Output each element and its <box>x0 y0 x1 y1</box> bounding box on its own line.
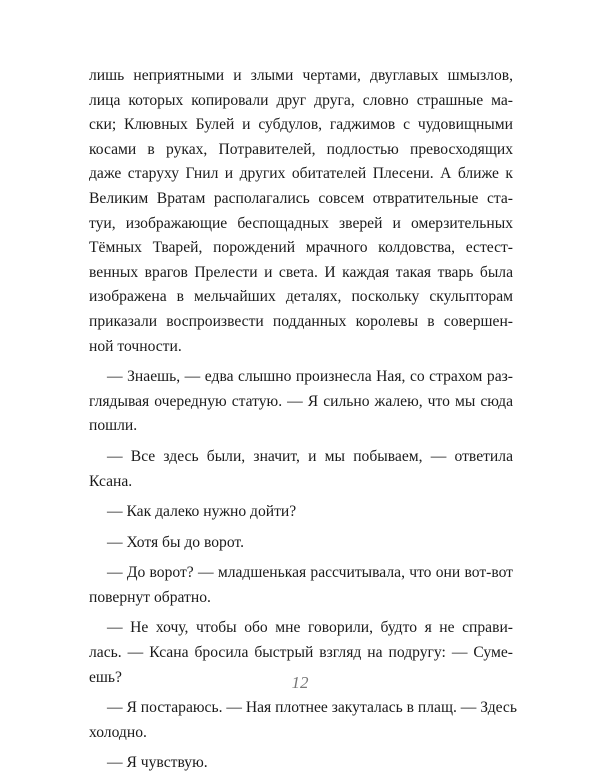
text-line: лась. — Ксана бросила быстрый взгляд на подругу: — Суме- <box>89 644 513 662</box>
body-text <box>89 64 517 776</box>
text-line: ски; Клювных Булей и субдулов, гаджимов с чудовищными <box>89 116 513 134</box>
text-line: холодно. <box>89 723 147 741</box>
dialogue-line: — Не хочу, чтобы обо мне говорили, будто я не справи- <box>107 619 513 637</box>
dialogue-line: — Хотя бы до ворот. <box>107 533 244 551</box>
text-line: Ксана. <box>89 472 133 490</box>
text-line: венных врагов Прелести и света. И каждая такая тварь была <box>89 263 513 281</box>
text-line: ешь? <box>89 668 122 686</box>
text-line: даже старуху Гнил и других обитателей Плесени. А ближе к <box>89 165 513 183</box>
text-line: повернут обратно. <box>89 588 211 606</box>
dialogue-line: — Все здесь были, значит, и мы побываем, — ответила <box>107 447 513 465</box>
text-line: изображена в мельчайших деталях, поскольку скульпторам <box>89 288 513 306</box>
dialogue-line: — До ворот? — младшенькая рассчитывала, что они вот-вот <box>107 564 513 582</box>
dialogue-line: — Я чувствую. <box>107 754 208 772</box>
text-line: ной точности. <box>89 337 182 355</box>
text-line: приказали воспроизвести подданных королевы в совершен- <box>89 312 513 330</box>
text-line: косами в руках, Потравителей, подлостью превосходящих <box>89 140 513 158</box>
dialogue-line: — Знаешь, — едва слышно произнесла Ная, со страхом раз- <box>107 368 513 386</box>
text-line: лишь неприятными и злыми чертами, двуглавых шмызлов, <box>89 67 513 84</box>
dialogue-line: — Как далеко нужно дойти? <box>107 503 297 521</box>
page-number: 12 <box>291 673 309 692</box>
text-line: туи, изображающие беспощадных зверей и омерзительных <box>89 214 513 232</box>
dialogue-line: — Я постараюсь. — Ная плотнее закуталась в плащ. — Здесь <box>107 699 517 717</box>
text-line: глядывая очередную статую. — Я сильно жалею, что мы сюда <box>89 392 513 410</box>
text-line: Великим Вратам располагались совсем отвратительные ста- <box>89 189 513 207</box>
text-line: лица которых копировали друг друга, словно страшные ма- <box>89 91 513 109</box>
text-line: пошли. <box>89 417 138 435</box>
text-line: Тёмных Тварей, порождений мрачного колдовства, естест- <box>89 239 513 257</box>
